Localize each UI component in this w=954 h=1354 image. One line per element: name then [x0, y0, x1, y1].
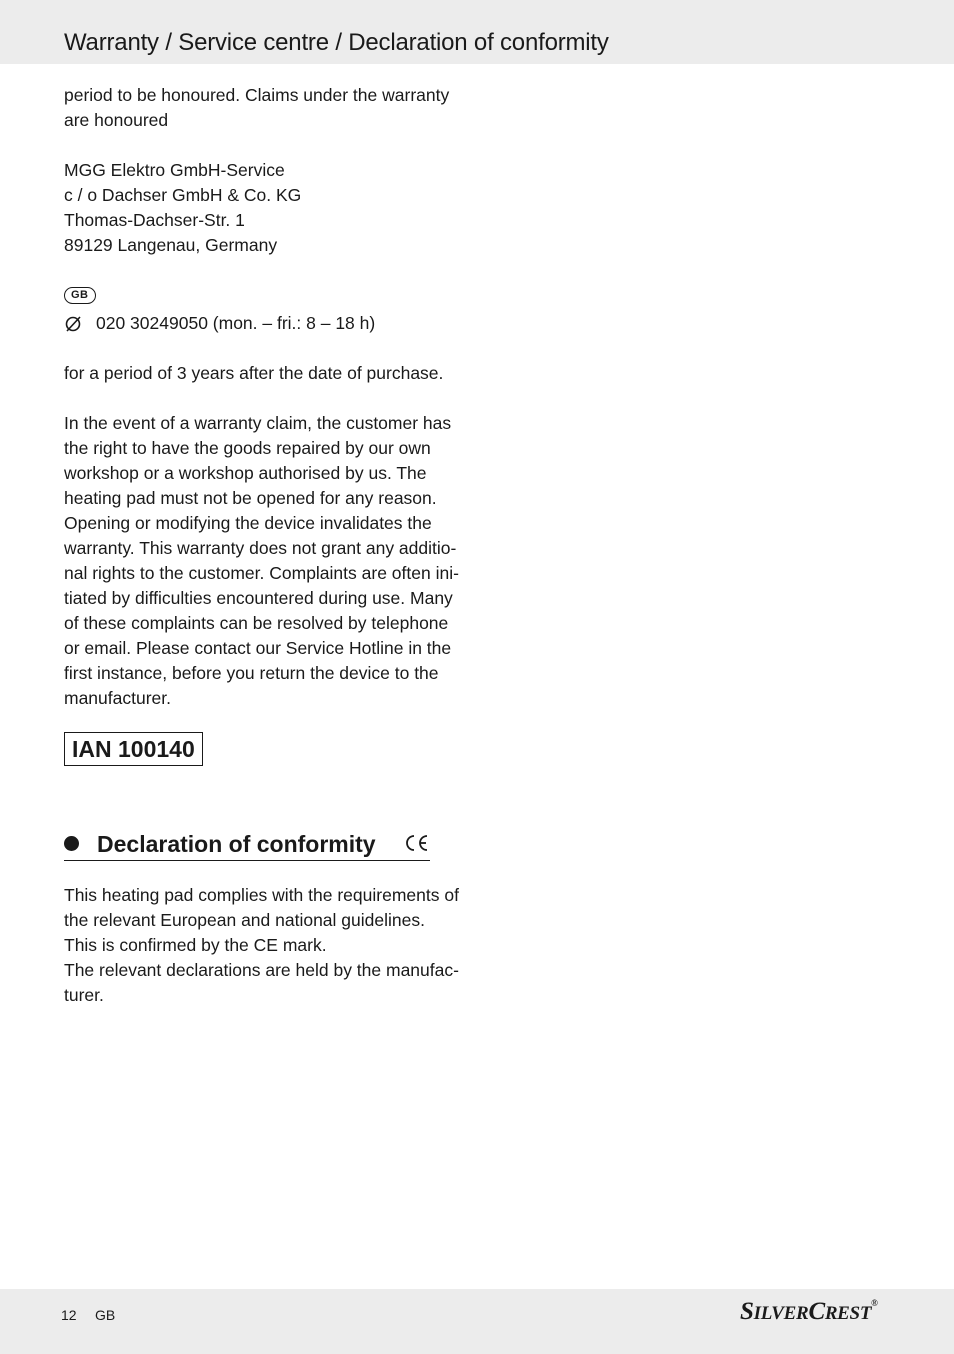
- warranty-line: heating pad must not be opened for any reason.: [64, 488, 437, 508]
- warranty-line: the right to have the goods repaired by our own: [64, 438, 431, 458]
- period-line: for a period of 3 years after the date of purchase.: [64, 363, 444, 383]
- conformity-line: the relevant European and national guidelines.: [64, 910, 425, 930]
- conformity-line: turer.: [64, 985, 104, 1005]
- address-line: Thomas-Dachser-Str. 1: [64, 210, 245, 230]
- ce-mark-icon: [404, 833, 430, 853]
- warranty-column: [64, 83, 464, 711]
- ian-number-box: IAN 100140: [64, 732, 203, 766]
- warranty-line: tiated by difficulties encountered during use. Many: [64, 588, 453, 608]
- warranty-line: manufacturer.: [64, 688, 171, 708]
- conformity-line: The relevant declarations are held by the manufac-: [64, 960, 459, 980]
- phone-number: 020 30249050 (mon. – fri.: 8 – 18 h): [96, 313, 376, 333]
- warranty-line: or email. Please contact our Service Hotline in the: [64, 638, 452, 658]
- phone-row: [64, 311, 464, 336]
- warranty-line: warranty. This warranty does not grant any additio-: [64, 538, 457, 558]
- address-line: 89129 Langenau, Germany: [64, 235, 278, 255]
- warranty-line: workshop or a workshop authorised by us. The: [64, 463, 427, 483]
- warranty-line: first instance, before you return the device to the: [64, 663, 439, 683]
- footer-language: GB: [95, 1307, 116, 1323]
- conformity-line: This heating pad complies with the requirements of: [64, 885, 459, 905]
- conformity-line: This is confirmed by the CE mark.: [64, 935, 327, 955]
- conformity-text: [64, 883, 464, 1008]
- country-badge: GB: [64, 287, 96, 304]
- address-line: MGG Elektro GmbH-Service: [64, 160, 285, 180]
- phone-icon: [64, 314, 84, 334]
- conformity-heading-text: Declaration of conformity: [97, 831, 376, 857]
- bullet-icon: [64, 836, 79, 851]
- intro-line: are honoured: [64, 110, 169, 130]
- warranty-line: In the event of a warranty claim, the customer has: [64, 413, 452, 433]
- warranty-line: of these complaints can be resolved by telephone: [64, 613, 449, 633]
- warranty-line: nal rights to the customer. Complaints are often ini-: [64, 563, 459, 583]
- page-number: 12: [61, 1307, 77, 1323]
- brand-logo: SILVERCREST®: [740, 1298, 878, 1325]
- address-line: c / o Dachser GmbH & Co. KG: [64, 185, 302, 205]
- intro-line: period to be honoured. Claims under the warranty: [64, 85, 450, 105]
- page-title: Warranty / Service centre / Declaration of conformity: [64, 29, 609, 56]
- warranty-line: Opening or modifying the device invalidates the: [64, 513, 432, 533]
- conformity-heading: [64, 829, 430, 861]
